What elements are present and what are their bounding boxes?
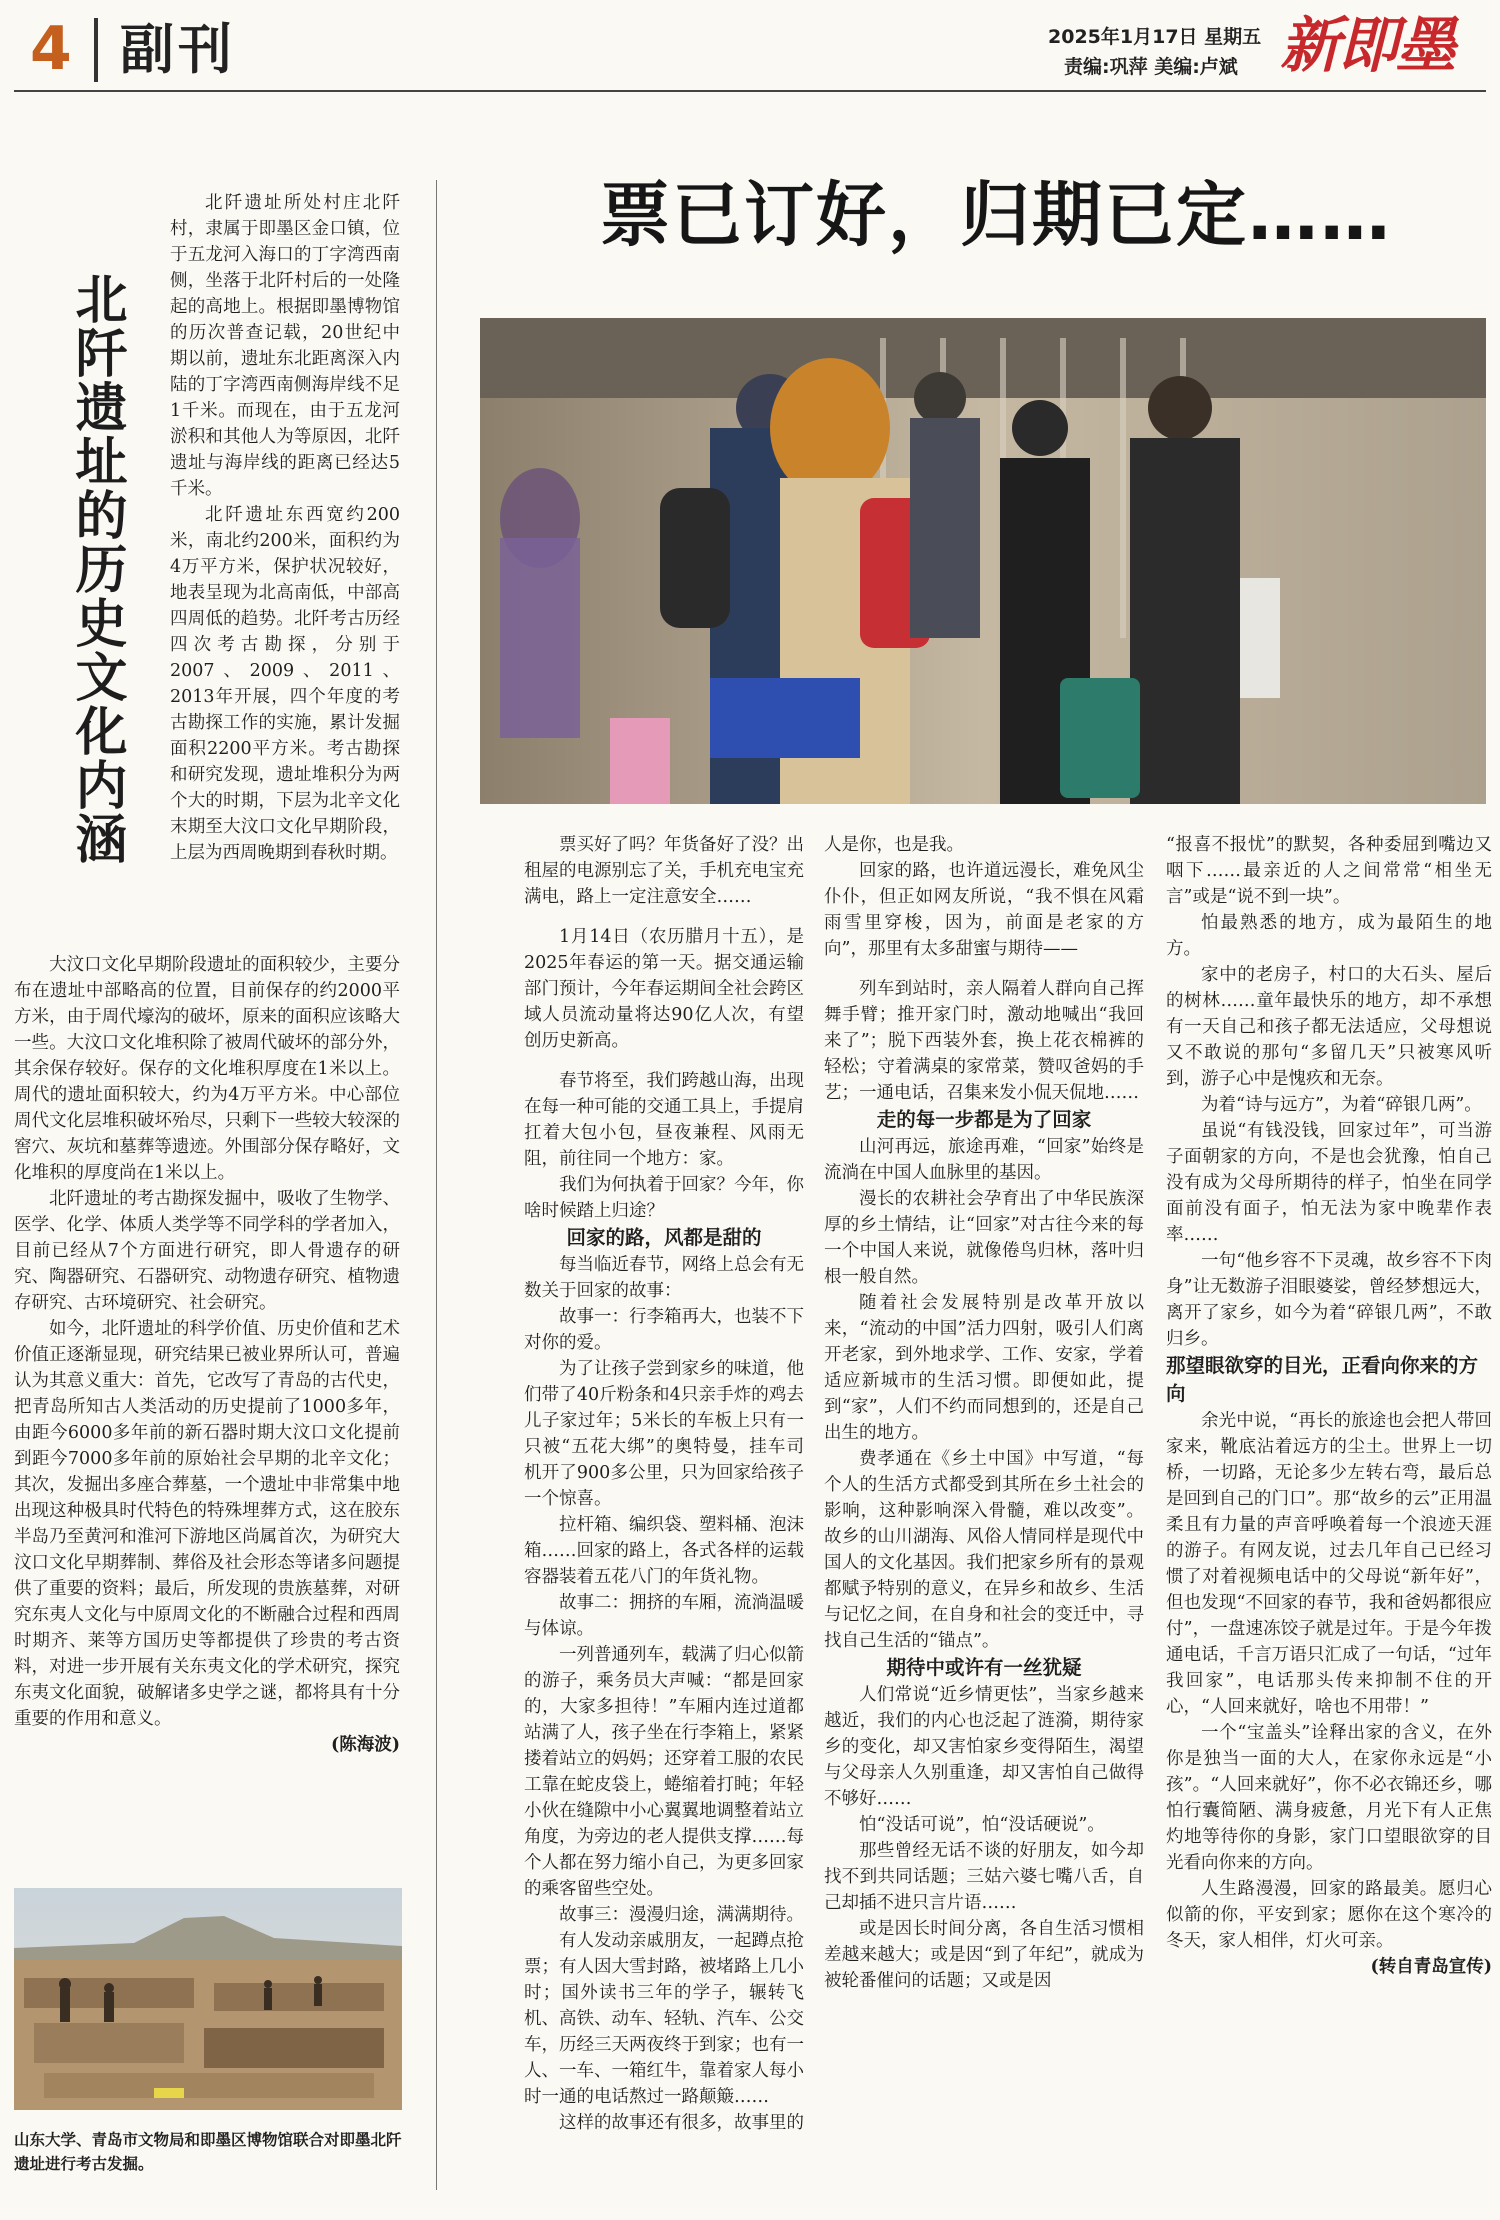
main-column-3	[1166, 832, 1492, 1980]
paragraph: 每当临近春节，网络上总会有无数关于回家的故事：	[524, 1255, 804, 1301]
paragraph: 人是你，也是我。	[824, 835, 964, 855]
left-article-author: (陈海波)	[330, 1735, 400, 1755]
paragraph: 春节将至，我们跨越山海，出现在每一种可能的交通工具上，手提肩扛着大包小包，昼夜兼程、风雨无阻，前往同一个地方：家。	[524, 1071, 804, 1169]
paragraph: 我们为何执着于回家？今年，你啥时候踏上归途？	[524, 1175, 804, 1221]
issue-date: 2025年1月17日 星期五	[1048, 26, 1262, 48]
station-farewell-photo	[480, 318, 1486, 804]
excavation-photo	[14, 1888, 402, 2110]
paragraph: 为了让孩子尝到家乡的味道，他们带了40斤粉条和4只亲手炸的鸡去儿子家过年；5米长的车板上只有一只被“五花大绑”的奥特曼，挂车司机开了900多公里，只为回家给孩子一个惊喜。	[524, 1359, 804, 1509]
paragraph: “报喜不报忧”的默契，各种委屈到嘴边又咽下……最亲近的人之间常常“相坐无言”或是“说不到一块”。	[1166, 835, 1492, 907]
paragraph: 票买好了吗？年货备好了没？出租屋的电源别忘了关，手机充电宝充满电，路上一定注意安全……	[524, 835, 804, 907]
paragraph: 故事三：漫漫归途，满满期待。	[559, 1905, 804, 1925]
paragraph: 人生路漫漫，回家的路最美。愿归心似箭的你，平安到家；愿你在这个寒冷的冬天，家人相伴，灯火可亲。	[1166, 1879, 1492, 1951]
page-number: 4	[30, 14, 72, 84]
left-article-intro	[170, 190, 400, 866]
left-body-paragraph: 大汶口文化早期阶段遗址的面积较少，主要分布在遗址中部略高的位置，目前保存的约2000平方米，由于周代壕沟的破坏，原来的面积应该略大一些。大汶口文化堆积除了被周代破坏的部分外，其余保存较好。保存的文化堆积厚度在1米以上。周代的遗址面积较大，约为4万平方米。中心部位周代文化层堆积破坏殆尽，只剩下一些较大较深的窖穴、灰坑和墓葬等遗迹。外围部分保存略好，文化堆积的厚度尚在1米以上。	[14, 955, 400, 1183]
left-article-body	[14, 952, 400, 1758]
article-source: (转自青岛宣传)	[1370, 1957, 1492, 1977]
paragraph: 这样的故事还有很多，故事里的	[559, 2113, 804, 2133]
paragraph: 有人发动亲戚朋友，一起蹲点抢票；有人因大雪封路，被堵路上几小时；国外读书三年的学子，辗转飞机、高铁、动车、轻轨、汽车、公交车，历经三天两夜终于到家；也有一人、一车、一箱红牛，靠着家人每小时一通的电话熬过一路颠簸……	[524, 1931, 804, 2107]
main-article-title: 票已订好，归期已定……	[600, 174, 1392, 256]
left-intro-paragraph: 北阡遗址所处村庄北阡村，隶属于即墨区金口镇，位于五龙河入海口的丁字湾西南侧，坐落于北阡村后的一处隆起的高地上。根据即墨博物馆的历次普查记载，20世纪中期以前，遗址东北距离深入内陆的丁字湾西南侧海岸线不足1千米。而现在，由于五龙河淤积和其他人为等原因，北阡遗址与海岸线的距离已经达5千米。	[170, 193, 400, 499]
header-rule	[14, 90, 1486, 92]
paragraph: 随着社会发展特别是改革开放以来，“流动的中国”活力四射，吸引人们离开老家，到外地求学、工作、安家，学着适应新城市的生活习惯。即便如此，提到“家”，人们不约而同想到的，还是自己出生的地方。	[824, 1293, 1144, 1443]
paragraph: 或是因长时间分离，各自生活习惯相差越来越大；或是因“到了年纪”，就成为被轮番催问的话题；又或是因	[824, 1919, 1144, 1991]
paragraph: 怕“没话可说”，怕“没话硬说”。	[859, 1815, 1105, 1835]
left-intro-paragraph: 北阡遗址东西宽约200米，南北约200米，面积约为4万平方米，保护状况较好，地表呈现为北高南低，中部高四周低的趋势。北阡考古历经四次考古勘探，分别于2007、2009、2011、2013年开展，四个年度的考古勘探工作的实施，累计发掘面积2200平方米。考古勘探和研究发现，遗址堆积分为两个大的时期，下层为北辛文化末期至大汶口文化早期阶段，上层为西周晚期到春秋时期。	[170, 505, 400, 863]
paragraph: 为着“诗与远方”，为着“碎银几两”。	[1201, 1095, 1482, 1115]
paragraph: 一列普通列车，载满了归心似箭的游子，乘务员大声喊：“都是回家的，大家多担待！”车厢内连过道都站满了人，孩子坐在行李箱上，紧紧搂着站立的妈妈；还穿着工服的农民工靠在蛇皮袋上，蜷缩着打盹；年轻小伙在缝隙中小心翼翼地调整着站立角度，为旁边的老人提供支撑……每个人都在努力缩小自己，为更多回家的乘客留些空处。	[524, 1645, 804, 1899]
paragraph: 拉杆箱、编织袋、塑料桶、泡沫箱……回家的路上，各式各样的运载容器装着五花八门的年货礼物。	[524, 1515, 804, 1587]
editors-line: 责编:巩萍 美编:卢斌	[1064, 56, 1238, 78]
paragraph: 1月14日（农历腊月十五），是2025年春运的第一天。据交通运输部门预计，今年春运期间全社会跨区域人员流动量将达90亿人次，有望创历史新高。	[524, 927, 804, 1051]
subheading: 期待中或许有一丝犹疑	[886, 1656, 1082, 1679]
excavation-photo-caption: 山东大学、青岛市文物局和即墨区博物馆联合对即墨北阡遗址进行考古发掘。	[14, 2131, 402, 2173]
paragraph: 一个“宝盖头”诠释出家的含义，在外你是独当一面的大人，在家你永远是“小孩”。“人回来就好”，你不必衣锦还乡，哪怕行囊简陋、满身疲惫，月光下有人正焦灼地等待你的身影，家门口望眼欲穿的目光看向你来的方向。	[1166, 1723, 1492, 1873]
paragraph: 家中的老房子，村口的大石头、屋后的树林……童年最快乐的地方，却不承想有一天自己和孩子都无法适应，父母想说又不敢说的那句“多留几天”只被寒风听到，游子心中是愧疚和无奈。	[1166, 965, 1492, 1089]
paragraph: 那些曾经无话不谈的好朋友，如今却找不到共同话题；三姑六婆七嘴八舌，自己却插不进只言片语……	[824, 1841, 1144, 1913]
main-column-2	[824, 832, 1144, 1994]
paragraph: 山河再远，旅途再难，“回家”始终是流淌在中国人血脉里的基因。	[824, 1137, 1144, 1183]
subheading: 走的每一步都是为了回家	[876, 1108, 1092, 1131]
column-divider	[436, 180, 437, 2190]
section-title: 副刊	[120, 18, 236, 81]
paragraph: 故事一：行李箱再大，也装不下对你的爱。	[524, 1307, 804, 1353]
subheading: 回家的路，风都是甜的	[566, 1226, 762, 1249]
paragraph: 回家的路，也许道远漫长，难免风尘仆仆，但正如网友所说，“我不惧在风霜雨雪里穿梭，因为，前面是老家的方向”，那里有太多甜蜜与期待——	[824, 861, 1144, 959]
main-column-1	[524, 832, 804, 2136]
left-body-paragraph: 如今，北阡遗址的科学价值、历史价值和艺术价值正逐渐显现，研究结果已被业界所认可，普遍认为其意义重大：首先，它改写了青岛的古代史，把青岛所知古人类活动的历史提前了1000多年，由距今6000多年前的新石器时期大汶口文化提前到距今7000多年前的原始社会早期的北辛文化；其次，发掘出多座合葬墓，一个遗址中非常集中地出现这种极具时代特色的特殊埋葬方式，这在胶东半岛乃至黄河和淮河下游地区尚属首次，为研究大汶口文化早期葬制、葬俗及社会形态等诸多问题提供了重要的资料；最后，所发现的贵族墓葬，对研究东夷人文化与中原周文化的不断融合过程和西周时期齐、莱等方国历史等都提供了珍贵的考古资料，对进一步开展有关东夷文化的学术研究，探究东夷文化面貌，破解诸多史学之谜，都将具有十分重要的作用和意义。	[14, 1319, 400, 1729]
paragraph: 一句“他乡容不下灵魂，故乡容不下肉身”让无数游子泪眼婆娑，曾经梦想远大，离开了家乡，如今为着“碎银几两”，不敢归乡。	[1166, 1251, 1492, 1349]
subheading: 那望眼欲穿的目光，正看向你来的方向	[1166, 1354, 1479, 1405]
paragraph: 人们常说“近乡情更怯”，当家乡越来越近，我们的内心也泛起了涟漪，期待家乡的变化，却又害怕家乡变得陌生，渴望与父母亲人久别重逢，却又害怕自己做得不够好……	[824, 1685, 1144, 1809]
left-article-title: 北阡遗址的历史文化内涵	[66, 272, 126, 866]
paragraph: 费孝通在《乡土中国》中写道，“每个人的生活方式都受到其所在乡土社会的影响，这种影响深入骨髓，难以改变”。故乡的山川湖海、风俗人情同样是现代中国人的文化基因。我们把家乡所有的景观都赋予特别的意义，在异乡和故乡、生活与记忆之间，在自身和社会的变迁中，寻找自己生活的“锚点”。	[824, 1449, 1144, 1651]
paragraph: 怕最熟悉的地方，成为最陌生的地方。	[1166, 913, 1492, 959]
newspaper-logo: 新即墨	[1280, 11, 1454, 81]
left-body-paragraph: 北阡遗址的考古勘探发掘中，吸收了生物学、医学、化学、体质人类学等不同学科的学者加入，目前已经从7个方面进行研究，即人骨遗存的研究、陶器研究、石器研究、动物遗存研究、植物遗存研究、古环境研究、社会研究。	[14, 1189, 400, 1313]
paragraph: 漫长的农耕社会孕育出了中华民族深厚的乡土情结，让“回家”对古往今来的每一个中国人来说，就像倦鸟归林，落叶归根一般自然。	[824, 1189, 1144, 1287]
header-divider-bar	[94, 18, 98, 82]
paragraph: 余光中说，“再长的旅途也会把人带回家来，靴底沾着远方的尘土。世界上一切桥，一切路，无论多少左转右弯，最后总是回到自己的门口”。那“故乡的云”正用温柔且有力量的声音呼唤着每一个浪迹天涯的游子。有网友说，过去几年自己已经习惯了对着视频电话中的父母说“新年好”，但也发现“不回家的春节，我和爸妈都很应付”，一盘速冻饺子就是过年。于是今年拨通电话，千言万语只汇成了一句话，“过年我回家”，电话那头传来抑制不住的开心，“人回来就好，啥也不用带！”	[1166, 1411, 1492, 1717]
paragraph: 虽说“有钱没钱，回家过年”，可当游子面朝家的方向，不是也会犹豫，怕自己没有成为父母所期待的样子，怕坐在同学面前没有面子，怕无法为家中晚辈作表率……	[1166, 1121, 1492, 1245]
paragraph: 故事二：拥挤的车厢，流淌温暖与体谅。	[524, 1593, 804, 1639]
paragraph: 列车到站时，亲人隔着人群向自己挥舞手臂；推开家门时，激动地喊出“我回来了”；脱下西装外套，换上花衣棉裤的轻松；守着满桌的家常菜，赞叹爸妈的手艺；一通电话，召集来发小侃天侃地……	[824, 979, 1144, 1103]
